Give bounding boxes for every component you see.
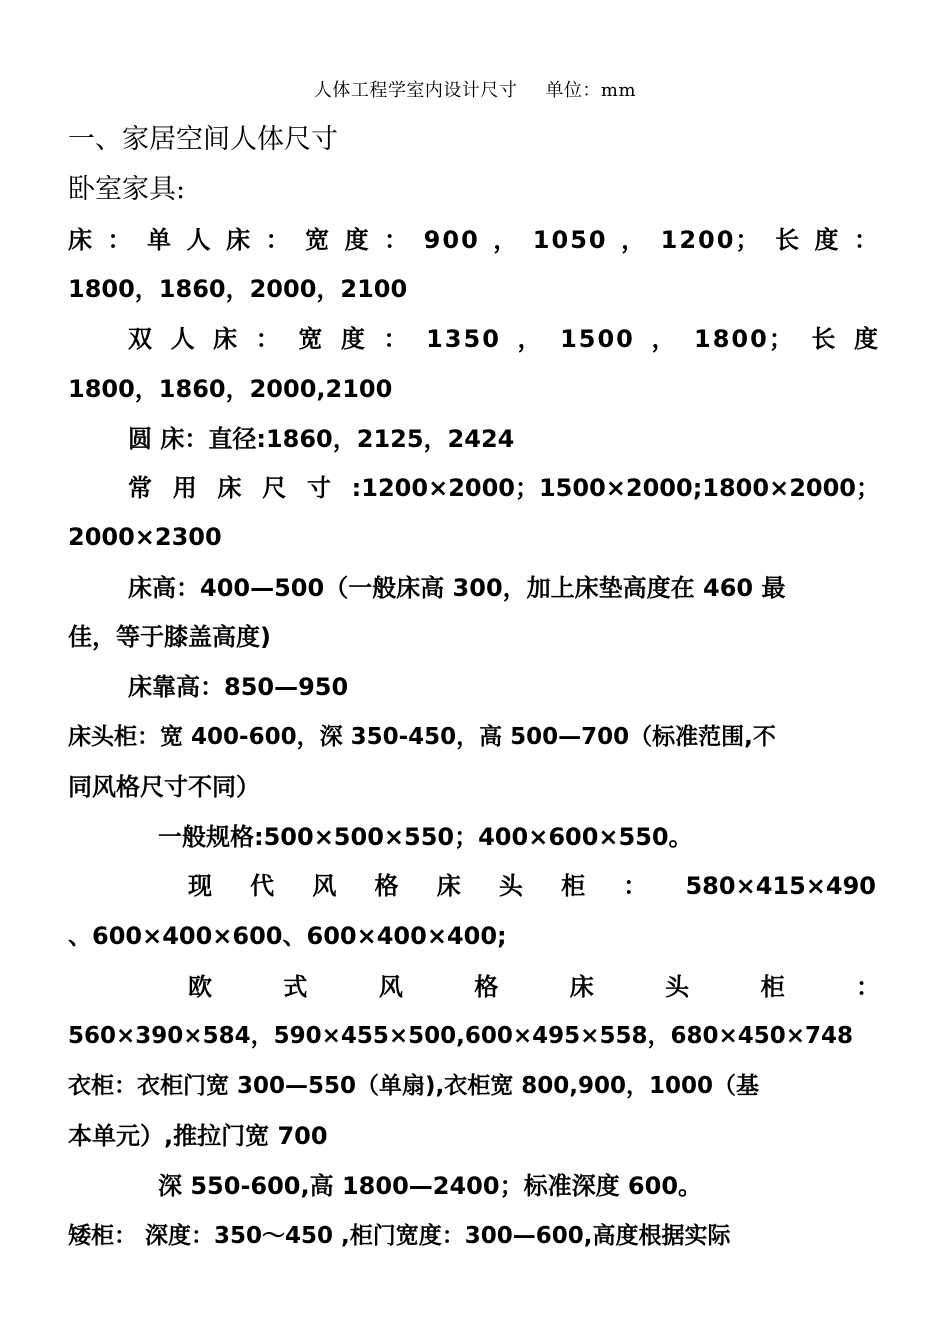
text-line: 深 550-600,高 1800—2400；标准深度 600。 xyxy=(158,1172,703,1200)
section-title: 一、家居空间人体尺寸 xyxy=(68,124,338,155)
text-line: 双人床：宽度：1350，1500，1800；长度 xyxy=(128,325,880,353)
text-line: 衣柜：衣柜门宽 300—550（单扇),衣柜宽 800,900，1000（基 xyxy=(68,1073,760,1099)
header-title: 人体工程学室内设计尺寸 xyxy=(313,80,518,101)
text-line: 560×390×584，590×455×500,600×495×558，680×450×748 xyxy=(68,1023,854,1049)
text-line: 同风格尺寸不同） xyxy=(68,773,260,801)
text-line: 佳，等于膝盖高度) xyxy=(68,623,271,651)
text-line: 本单元）,推拉门宽 700 xyxy=(68,1122,328,1150)
subsection-title: 卧室家具: xyxy=(68,174,186,205)
text-line: 一般规格:500×500×550；400×600×550。 xyxy=(158,823,693,851)
text-line: 床高：400—500（一般床高 300，加上床垫高度在 460 最 xyxy=(128,574,786,602)
text-line: 1800，1860，2000,2100 xyxy=(68,375,393,403)
text-line: 矮柜： 深度：350～450 ,柜门宽度：300—600,高度根据实际 xyxy=(68,1223,731,1249)
text-line: 1800，1860，2000，2100 xyxy=(68,275,408,303)
text-line: 现代风格床头柜：580×415×490 xyxy=(188,872,876,900)
text-line: 床靠高：850—950 xyxy=(128,673,349,701)
text-line: 、600×400×600、600×400×400; xyxy=(68,922,507,950)
text-line: 圆 床：直径:1860，2125，2424 xyxy=(128,425,515,453)
text-line: 常用床尺寸:1200×2000；1500×2000;1800×2000； xyxy=(128,474,880,502)
header-unit: 单位：mm xyxy=(545,80,637,101)
text-line: 欧式风格床头柜： xyxy=(188,973,880,1001)
text-line: 床头柜：宽 400-600，深 350-450，高 500—700（标准范围,不 xyxy=(68,724,776,750)
text-line: 床：单人床：宽度：900，1050，1200；长度： xyxy=(68,226,880,254)
page-header xyxy=(0,76,950,102)
text-line: 2000×2300 xyxy=(68,523,222,551)
